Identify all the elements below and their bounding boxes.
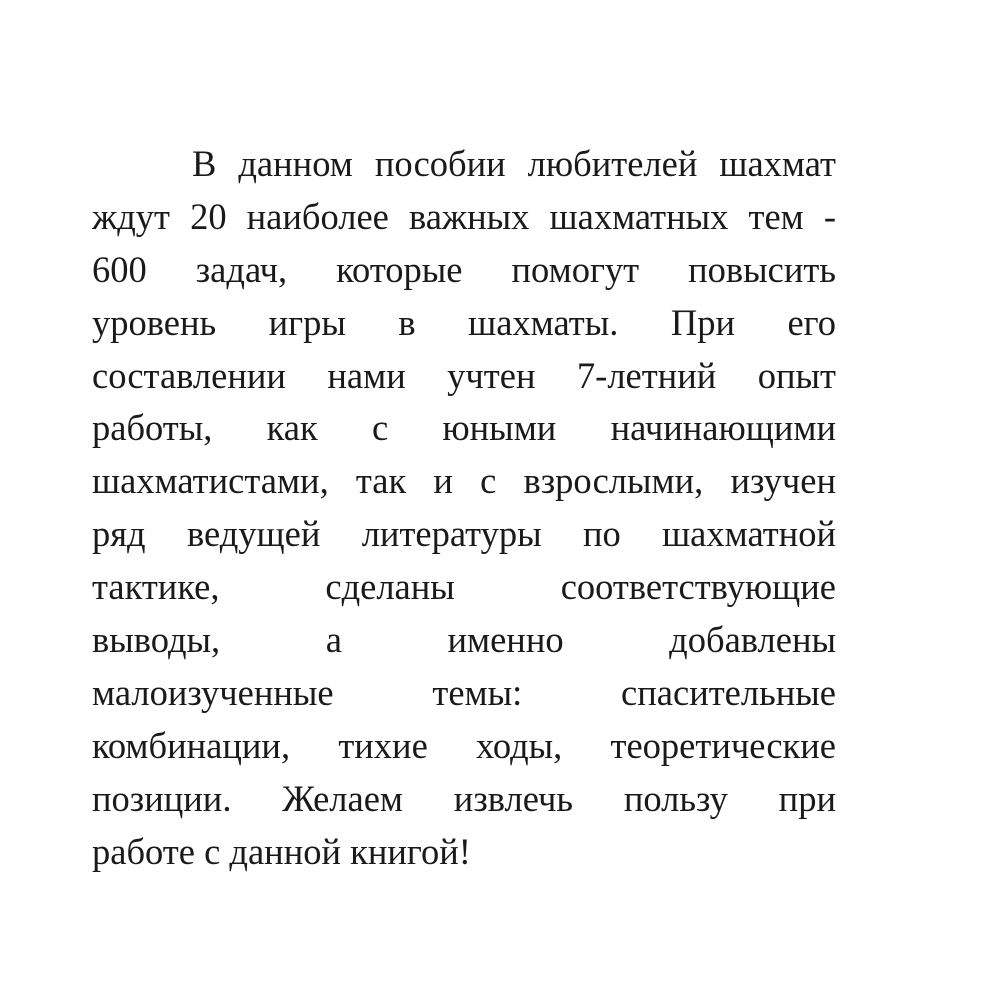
paragraph-line: позиции. Желаем извлечь пользу при <box>92 777 836 819</box>
paragraph-line: уровень игры в шахматы. При его <box>92 301 836 343</box>
paragraph-line: выводы, а именно добавлены <box>92 619 836 661</box>
paragraph-line: ряд ведущей литературы по шахматной <box>92 513 836 555</box>
paragraph <box>92 138 836 878</box>
paragraph-line: В данном пособии любителей шахмат <box>192 143 836 184</box>
paragraph-line: работе с данной книгой! <box>92 830 471 872</box>
paragraph-line: 600 задач, которые помогут повысить <box>92 248 836 290</box>
paragraph-line: малоизученные темы: спасительные <box>92 671 836 713</box>
paragraph-line: составлении нами учтен 7-летний опыт <box>92 354 836 396</box>
paragraph-line: работы, как с юными начинающими <box>92 407 836 449</box>
paragraph-line: комбинации, тихие ходы, теоретические <box>92 724 836 766</box>
paragraph-line: тактике, сделаны соответствующие <box>92 566 836 608</box>
paragraph-line: ждут 20 наиболее важных шахматных тем - <box>92 195 836 237</box>
paragraph-line: шахматистами, так и с взрослыми, изучен <box>92 460 836 502</box>
